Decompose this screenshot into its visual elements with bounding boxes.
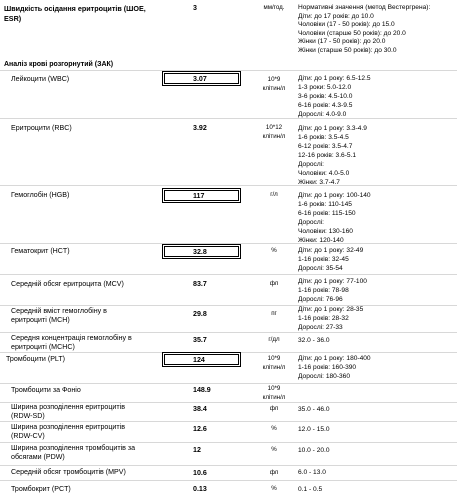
flagged-value-box [164, 73, 239, 84]
result-value: 117 [193, 192, 205, 200]
result-row-esr [0, 0, 457, 60]
result-reference: 12.0 - 15.0 [298, 426, 330, 433]
result-value: 0.13 [193, 485, 207, 493]
result-row [0, 442, 457, 465]
result-unit: 10*9 клітин/л [262, 76, 286, 92]
result-name: Тромбоцити за Фоніо [11, 386, 81, 394]
result-reference: Діти: до 1 року: 180-400 1-16 років: 160-390 Дорослі: 180-360 [298, 355, 371, 381]
result-name: Середній вміст гемоглобіну в еритроциті (MCH) [11, 307, 107, 325]
result-name: Середній обсяг еритроцита (MCV) [11, 280, 124, 288]
result-reference: Діти: до 1 року: 28-35 1-16 років: 28-32 Дорослі: 27-33 [298, 306, 364, 332]
result-value: 148.9 [193, 386, 211, 394]
result-row [0, 480, 457, 501]
result-unit: % [271, 485, 277, 492]
result-reference: 32.0 - 36.0 [298, 337, 330, 344]
result-value: 12 [193, 446, 201, 454]
result-name: Гемоглобін (HGB) [11, 191, 70, 199]
result-name: Ширина розподілення еритроцитів (RDW-SD) [11, 403, 125, 421]
result-row [0, 305, 457, 332]
result-value: 12.6 [193, 425, 207, 433]
result-row [0, 421, 457, 442]
result-unit: фл [269, 405, 279, 412]
result-reference: Діти: до 1 року: 100-140 1-6 років: 110-145 6-16 років: 115-150 Дорослі: Чоловіки: 130-160 Жінки: 120-140 [298, 192, 371, 245]
result-value: 3.07 [193, 75, 207, 83]
result-unit: % [271, 425, 277, 432]
result-row [0, 118, 457, 185]
result-unit: г/л [270, 191, 278, 198]
result-row [0, 465, 457, 480]
result-value: 124 [193, 356, 205, 364]
result-value: 32.8 [193, 248, 207, 256]
result-name: Швидкість осідання еритроцитів (ШОЕ, ESR) [4, 4, 146, 23]
result-row [0, 274, 457, 305]
result-reference: 0.1 - 0.5 [298, 486, 323, 493]
result-name: Ширина розподілення тромбоцитів за обсягами (PDW) [11, 444, 136, 462]
result-value: 3 [193, 4, 197, 12]
flagged-value-box [164, 246, 239, 257]
result-unit: г/дл [268, 336, 280, 343]
result-name: Ширина розподілення еритроцитів (RDW-CV) [11, 423, 125, 441]
result-reference: Діти: до 1 року: 32-49 1-16 років: 32-45 Дорослі: 35-54 [298, 247, 364, 273]
result-reference: 35.0 - 46.0 [298, 406, 330, 413]
result-row [0, 243, 457, 274]
result-unit: % [271, 446, 277, 453]
result-name: Лейкоцити (WBC) [11, 75, 70, 83]
result-value: 38.4 [193, 405, 207, 413]
result-name: Середня концентрація гемоглобіну в еритроциті (MCHC) [11, 334, 132, 352]
result-row [0, 383, 457, 402]
flagged-value-box [164, 354, 239, 365]
result-unit: пг [271, 310, 277, 317]
result-value: 83.7 [193, 280, 207, 288]
result-name: Тромбокрит (PCT) [11, 485, 71, 493]
result-row [0, 70, 457, 118]
result-reference: 10.0 - 20.0 [298, 447, 330, 454]
result-unit: фл [269, 280, 279, 287]
result-unit: % [271, 247, 277, 254]
result-value: 3.92 [193, 124, 207, 132]
result-name: Тромбоцити (PLT) [6, 355, 66, 363]
result-row [0, 352, 457, 383]
result-reference: Діти: до 1 року: 3.3-4.9 1-6 років: 3.5-4.5 6-12 років: 3.5-4.7 12-16 років: 3.6-5.1 Дорослі: Чоловіки: 4.0-5.0 Жінки: 3.7-4.7 [298, 125, 367, 187]
result-row [0, 402, 457, 421]
result-unit: 10*9 клітин/л [262, 355, 286, 371]
result-reference: Нормативні значення (метод Вестергрена): Діти: до 17 років: до 10.0 Чоловіки (17 - 50 років): до 15.0 Чоловіки (старше 50 років): до 20.0 Жінки (17 - 50 років): до 20.0 Жінки (старше 50 років): до 30.0 [298, 4, 431, 54]
result-unit: мм/год. [263, 4, 285, 11]
section-title: Аналіз крові розгорнутий (ЗАК) [4, 61, 114, 68]
result-reference: Діти: до 1 року: 77-100 1-16 років: 78-98 Дорослі: 76-96 [298, 278, 367, 304]
result-value: 29.8 [193, 310, 207, 318]
result-unit: 10*9 клітин/л [262, 385, 286, 401]
flagged-value-box [164, 190, 239, 201]
result-name: Середній обсяг тромбоцитів (MPV) [11, 468, 126, 476]
result-value: 35.7 [193, 336, 207, 344]
result-reference: Діти: до 1 року: 6.5-12.5 1-3 роки: 5.0-12.0 3-6 років: 4.5-10.0 6-16 років: 4.3-9.5 Дорослі: 4.0-9.0 [298, 75, 371, 119]
result-name: Гематокрит (HCT) [11, 247, 70, 255]
result-reference: 6.0 - 13.0 [298, 469, 326, 476]
result-unit: 10*12 клітин/л [262, 124, 286, 140]
result-row [0, 332, 457, 352]
result-row [0, 185, 457, 243]
result-value: 10.6 [193, 469, 207, 477]
result-name: Еритроцити (RBC) [11, 124, 72, 132]
result-unit: фл [269, 469, 279, 476]
